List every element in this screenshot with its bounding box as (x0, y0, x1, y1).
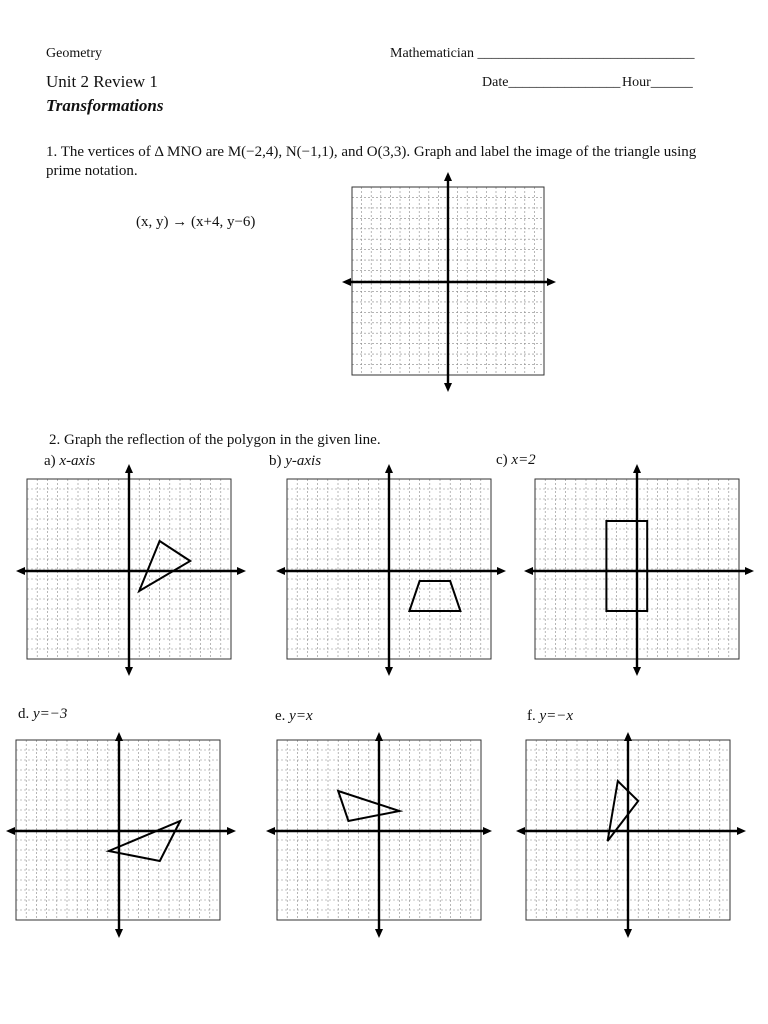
x-axis-arrow-right (227, 827, 236, 835)
graph-part-c[interactable] (518, 458, 760, 682)
graph-part-e[interactable] (260, 726, 498, 944)
y-axis-arrow-up (385, 464, 393, 473)
y-axis-arrow-down (385, 667, 393, 676)
x-axis-arrow-right (547, 278, 556, 286)
x-axis-arrow-left (266, 827, 275, 835)
question-1-text: 1. The vertices of Δ MNO are M(−2,4), N(−1,1), and O(3,3). Graph and label the image of the triangle using prime notation. (46, 144, 697, 179)
graph-q1[interactable] (336, 166, 562, 398)
x-axis-arrow-left (16, 567, 25, 575)
x-axis-arrow-right (237, 567, 246, 575)
x-axis-arrow-right (483, 827, 492, 835)
y-axis-arrow-down (375, 929, 383, 938)
graph-part-b[interactable] (270, 458, 512, 682)
hour-field[interactable]: Hour______ (622, 75, 693, 90)
y-axis-arrow-up (444, 172, 452, 181)
graph-part-d[interactable] (0, 726, 242, 944)
y-axis-arrow-down (125, 667, 133, 676)
x-axis-arrow-left (276, 567, 285, 575)
y-axis-arrow-down (115, 929, 123, 938)
x-axis-arrow-left (524, 567, 533, 575)
unit-title: Unit 2 Review 1 (46, 72, 158, 91)
course-name: Geometry (46, 46, 102, 61)
translation-rule: (x, y) → (x+4, y−6) (136, 214, 256, 230)
part-b-label: b) y-axis (269, 453, 322, 469)
x-axis-arrow-left (516, 827, 525, 835)
part-c-label: c) x=2 (496, 452, 536, 468)
y-axis-arrow-down (444, 383, 452, 392)
x-axis-arrow-left (6, 827, 15, 835)
y-axis-arrow-up (125, 464, 133, 473)
x-axis-arrow-right (497, 567, 506, 575)
question-2-text: 2. Graph the reflection of the polygon in the given line. (49, 432, 381, 448)
graph-part-a[interactable] (10, 458, 252, 682)
x-axis-arrow-right (737, 827, 746, 835)
y-axis-arrow-up (633, 464, 641, 473)
graph-part-f[interactable] (510, 726, 752, 944)
x-axis-arrow-left (342, 278, 351, 286)
x-axis-arrow-right (745, 567, 754, 575)
y-axis-arrow-up (375, 732, 383, 741)
y-axis-arrow-down (624, 929, 632, 938)
y-axis-arrow-up (624, 732, 632, 741)
topic-title: Transformations (46, 96, 164, 115)
date-field[interactable]: Date________________ (482, 75, 621, 90)
name-field[interactable]: Mathematician _______________________________ (390, 46, 695, 61)
y-axis-arrow-up (115, 732, 123, 741)
part-d-label: d. y=−3 (18, 706, 68, 722)
part-f-label: f. y=−x (527, 708, 574, 724)
y-axis-arrow-down (633, 667, 641, 676)
part-e-label: e. y=x (275, 708, 313, 724)
part-a-label: a) x-axis (44, 453, 96, 469)
